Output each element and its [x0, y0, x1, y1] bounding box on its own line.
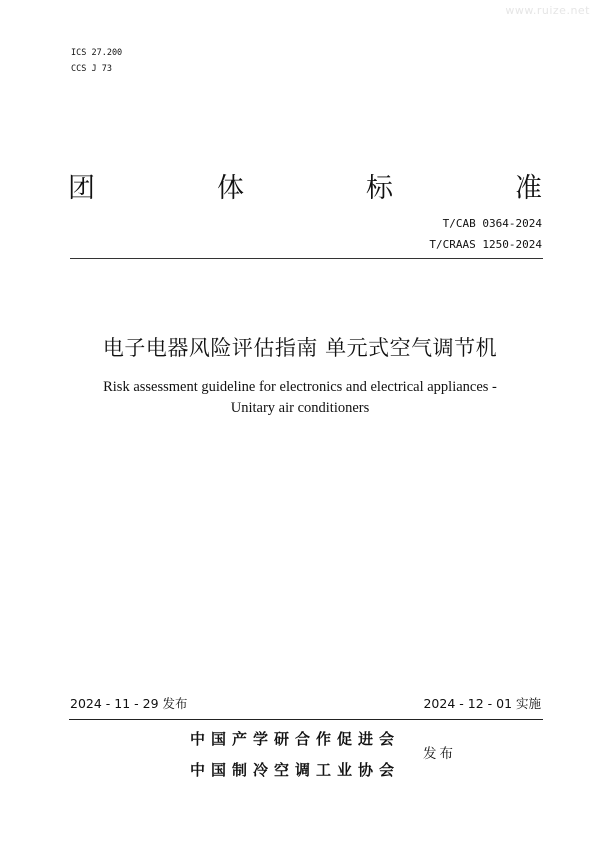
header-divider	[70, 258, 543, 259]
ics-code: ICS 27.200	[71, 48, 123, 58]
ccs-code: CCS J 73	[71, 64, 112, 74]
issue-label: 发布	[423, 746, 456, 762]
watermark: www.ruize.net	[505, 4, 590, 17]
standard-number-cab: T/CAB 0364-2024	[442, 217, 542, 230]
footer-divider	[69, 719, 543, 720]
standard-number-craas: T/CRAAS 1250-2024	[429, 238, 542, 251]
title-english: Risk assessment guideline for electronics and electrical appliances - Unitary air conditioners	[103, 379, 497, 416]
category-char: 体	[217, 173, 244, 204]
effective-date: 2024 - 12 - 01 实施	[423, 696, 541, 711]
title-chinese: 电子电器风险评估指南 单元式空气调节机	[102, 336, 498, 360]
category-char: 准	[515, 173, 542, 204]
classification-codes	[71, 45, 122, 77]
publisher-1: 中国产学研合作促进会	[190, 730, 401, 748]
category-char: 标	[366, 173, 393, 204]
publish-date: 2024 - 11 - 29 发布	[70, 696, 188, 711]
standard-numbers	[429, 213, 542, 255]
category-char: 团	[68, 173, 95, 204]
publisher-2: 中国制冷空调工业协会	[190, 761, 401, 779]
standard-category	[68, 172, 542, 206]
